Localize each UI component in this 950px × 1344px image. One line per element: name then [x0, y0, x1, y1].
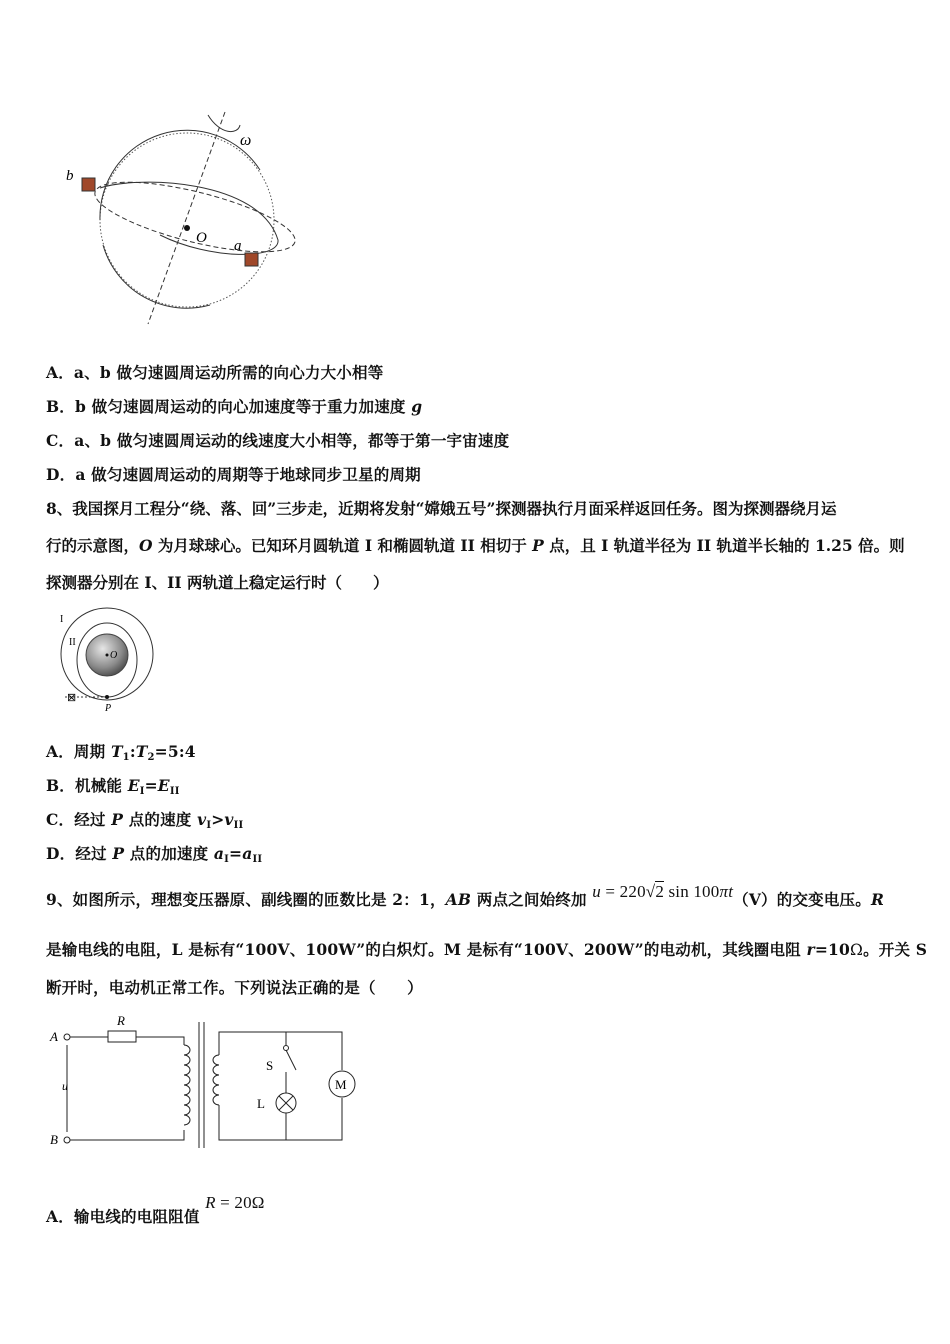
q9-l2-r: r	[806, 940, 815, 959]
q7-option-c: C．a、b 做匀速圆周运动的线速度大小相等，都等于第一宇宙速度	[46, 431, 510, 450]
q8-c-sub2: II	[233, 820, 244, 831]
P-label: P	[105, 703, 112, 714]
primary-coil	[184, 1045, 190, 1125]
q8-line-2-c: 点，且 I 轨道半径为 II 轨道半长轴的 1.25 倍。则	[543, 536, 905, 555]
q8-a-T2: T	[135, 742, 148, 761]
q8-c-mid: 点的速度	[123, 810, 198, 829]
earth-outline-solid	[100, 130, 260, 220]
q7-option-d: D．a 做匀速圆周运动的周期等于地球同步卫星的周期	[46, 465, 421, 484]
switch-pivot	[284, 1046, 289, 1051]
q8-d-P: P	[112, 844, 125, 863]
secondary-top-wire	[219, 1032, 342, 1070]
object-a	[245, 253, 258, 266]
formula-eq: = 220	[600, 882, 646, 901]
label-u: u	[62, 1079, 68, 1093]
center-point	[184, 225, 190, 231]
probe-icon: ⊠	[67, 692, 77, 704]
formula-pi: π	[719, 882, 729, 901]
q8-d-a2: a	[242, 844, 253, 863]
moon-O-label: O	[110, 650, 118, 661]
b-label: b	[66, 168, 74, 184]
q8-b-pre: B．机械能	[46, 776, 128, 795]
q8-line-1: 8、我国探月工程分“绕、落、回”三步走，近期将发射“嫦娥五号”探测器执行月面采样返回任务。图为探测器绕月运	[46, 499, 837, 518]
q8-a-pre: A．周期	[46, 742, 111, 761]
q8-line-2-O: O	[139, 536, 153, 555]
q9-l1-b: 两点之间始终加	[471, 890, 593, 909]
q8-d-sub2: II	[252, 854, 263, 865]
orbit-II-label: II	[69, 637, 76, 648]
primary-bottom-wire	[70, 1130, 184, 1140]
rotation-axis	[148, 112, 225, 324]
earth-rotation-figure	[60, 110, 300, 340]
q8-c-sub1: I	[206, 820, 212, 831]
equator-ring	[100, 182, 278, 254]
q9-a-R: R	[205, 1193, 216, 1212]
orbit-I-label: I	[60, 614, 64, 625]
formula-u: u	[592, 882, 601, 901]
point-P	[105, 695, 109, 699]
lunar-orbit-figure	[55, 600, 165, 715]
q8-b-sub1: I	[139, 786, 145, 797]
a-label: a	[234, 238, 242, 254]
q8-b-E1: E	[127, 776, 140, 795]
q8-a-colon: :	[129, 742, 136, 761]
secondary-coil	[213, 1055, 219, 1105]
terminal-A	[64, 1034, 70, 1040]
q8-d-sub1: I	[224, 854, 230, 865]
q8-c-P: P	[111, 810, 124, 829]
primary-top-wire-2	[136, 1037, 184, 1045]
q9-option-a	[46, 1193, 265, 1227]
formula-sqrt-arg: 2	[655, 882, 665, 901]
q9-l2-a: 是输电线的电阻，L 是标有“100V、100W”的白炽灯。M 是标有“100V、200W”的电动机，其线圈电阻	[46, 940, 807, 959]
label-R: R	[117, 1013, 125, 1028]
q9-l2-c: 。开关 S	[863, 940, 928, 959]
q8-d-eq: =	[229, 844, 243, 863]
q9-l1-AB: AB	[445, 890, 472, 909]
q8-c-pre: C．经过	[46, 810, 112, 829]
q9-l1-R: R	[870, 890, 885, 909]
q8-a-sub1: 1	[122, 752, 130, 763]
terminal-B	[64, 1137, 70, 1143]
q8-b-E2: E	[157, 776, 170, 795]
q7-option-b-text: B．b 做匀速圆周运动的向心加速度等于重力加速度	[46, 397, 412, 416]
formula-t: t	[728, 882, 734, 901]
q8-option-b	[46, 774, 180, 797]
q8-d-pre: D．经过	[46, 844, 113, 863]
q8-d-mid: 点的加速度	[124, 844, 214, 863]
q8-b-eq: =	[144, 776, 158, 795]
q9-line-3: 断开时，电动机正常工作。下列说法正确的是（ ）	[46, 978, 423, 997]
resistance-formula	[205, 1193, 265, 1212]
q9-l2-b: =10	[814, 940, 851, 959]
label-L: L	[257, 1096, 265, 1111]
label-M: M	[335, 1077, 347, 1092]
q8-c-v1: v	[197, 810, 207, 829]
label-S: S	[266, 1058, 274, 1073]
O-label: O	[196, 230, 207, 246]
q8-a-sub2: 2	[147, 752, 155, 763]
q8-line-3: 探测器分别在 I、II 两轨道上稳定运行时（ ）	[46, 573, 389, 592]
q9-a-pre: A．输电线的电阻阻值	[46, 1207, 206, 1226]
label-B: B	[50, 1132, 58, 1147]
sqrt-sign: √	[645, 882, 656, 901]
q8-option-c	[46, 808, 243, 831]
q8-b-sub2: II	[169, 786, 180, 797]
label-A: A	[50, 1029, 58, 1044]
transformer-circuit-figure	[44, 1010, 364, 1155]
q9-l1-a: 9、如图所示，理想变压器原、副线圈的匝数比是 2：1，	[46, 890, 446, 909]
omega-label: ω	[240, 132, 252, 149]
q8-c-gt: >	[211, 810, 225, 829]
q8-line-2-a: 行的示意图，	[46, 536, 140, 555]
object-b	[82, 178, 95, 191]
q9-a-val: = 20Ω	[215, 1193, 265, 1212]
q9-l2-ohm: Ω	[850, 941, 864, 959]
moon-center	[106, 654, 109, 657]
switch-S	[286, 1050, 296, 1070]
q9-line-1	[46, 882, 885, 910]
q8-a-T1: T	[110, 742, 123, 761]
rotation-arrow	[208, 115, 240, 132]
q8-line-2-b: 为月球球心。已知环月圆轨道 I 和椭圆轨道 II 相切于	[152, 536, 533, 555]
q8-option-a	[46, 740, 196, 763]
q8-option-d	[46, 842, 262, 865]
q8-stem	[46, 497, 908, 608]
voltage-formula	[592, 882, 733, 901]
earth-outline-lower	[103, 245, 210, 308]
q8-line-2	[46, 534, 908, 571]
q8-d-a1: a	[213, 844, 225, 863]
q8-a-post: =5:4	[154, 742, 196, 761]
q7-option-b	[46, 395, 422, 417]
q8-line-2-P: P	[532, 536, 544, 555]
q8-c-v2: v	[224, 810, 234, 829]
q9-l1-c: （V）的交变电压。	[733, 890, 871, 909]
formula-sin: sin 100	[664, 882, 720, 901]
q9-line-2	[46, 938, 927, 960]
q7-option-a: A．a、b 做匀速圆周运动所需的向心力大小相等	[46, 363, 384, 382]
q7-option-b-var: g	[411, 397, 423, 416]
resistor-R	[108, 1031, 136, 1042]
